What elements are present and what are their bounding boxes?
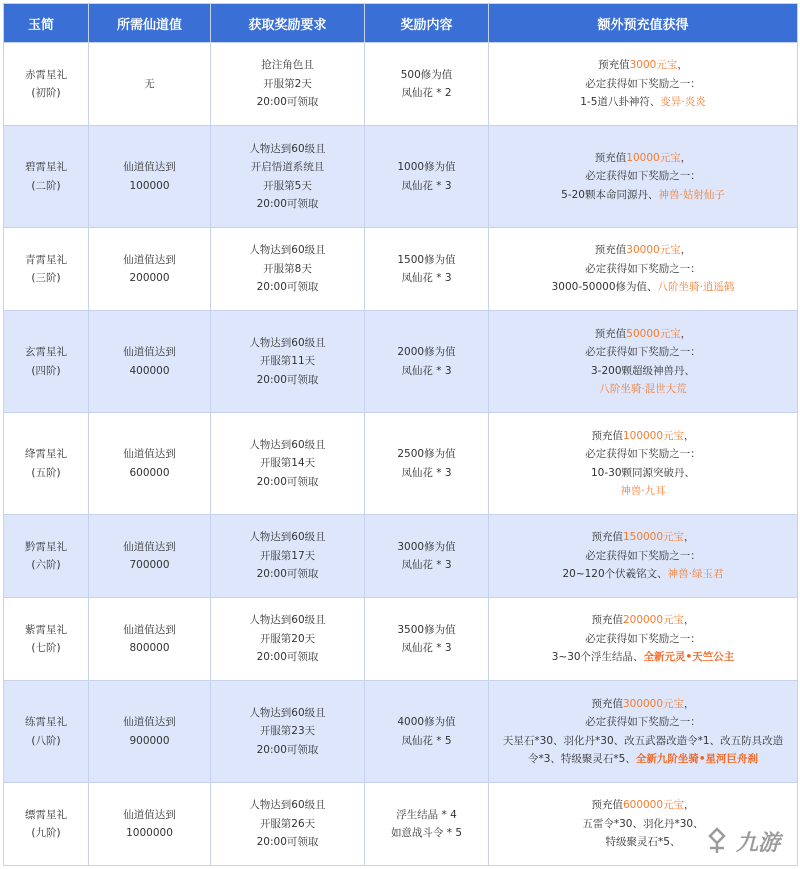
extra-text: ， [684, 614, 695, 627]
table-row [4, 43, 798, 126]
cell-requirement-line: 开服第5天 [263, 179, 312, 192]
cell-extra [489, 413, 798, 515]
cell-required-value-line: 100000 [129, 179, 170, 192]
extra-line [495, 362, 791, 381]
extra-text: 五雷令*30、羽化丹*30、 [582, 817, 704, 830]
cell-reward-line: 2500修为值 [397, 448, 456, 460]
extra-text: 预充值 [591, 697, 623, 710]
cell-requirement-line: 开服第8天 [263, 262, 312, 275]
cell-requirement-line: 开服第11天 [259, 355, 316, 368]
highlight-text: 3000元宝 [629, 59, 678, 72]
extra-text: ， [684, 799, 695, 812]
cell-requirement-line: 开服第2天 [263, 77, 312, 90]
extra-text: 必定获得如下奖励之一： [585, 716, 701, 728]
cell-reward-line: 4000修为值 [397, 716, 456, 728]
highlight-text: 全新九阶坐骑•星河巨舟刹 [635, 753, 759, 765]
extra-line [495, 380, 791, 399]
highlight-text: 200000元宝 [622, 614, 685, 627]
extra-line [495, 167, 791, 186]
cell-tier [4, 598, 89, 681]
cell-tier [4, 43, 89, 126]
extra-line [495, 149, 791, 168]
cell-tier-line: 碧霄星礼 [25, 161, 67, 173]
extra-text: 3~30个浮生结晶、 [551, 651, 644, 664]
cell-tier [4, 681, 89, 783]
extra-text: ， [680, 327, 692, 340]
extra-text: 必定获得如下奖励之一： [585, 346, 701, 358]
cell-requirement-line: 人物达到60级且 [249, 531, 326, 544]
cell-reward [365, 783, 489, 866]
cell-tier [4, 228, 89, 311]
cell-requirement-line: 20:00可领取 [256, 198, 319, 210]
cell-requirement-line: 20:00可领取 [256, 651, 319, 664]
cell-reward-line: 2000修为值 [397, 346, 456, 358]
column-header-reward: 奖励内容 [365, 4, 489, 43]
extra-text: 必定获得如下奖励之一： [585, 77, 701, 90]
extra-line [495, 695, 791, 714]
cell-extra [489, 228, 798, 311]
cell-tier [4, 126, 89, 228]
highlight-text: 600000元宝 [622, 799, 685, 812]
highlight-text: 变异·炎炎 [660, 96, 706, 109]
cell-requirement [211, 515, 365, 598]
cell-required-value-line: 仙道值达到 [123, 808, 176, 821]
cell-required-value [89, 681, 211, 783]
nine-game-logo-icon [702, 826, 732, 856]
extra-line [495, 750, 791, 769]
extra-text: 必定获得如下奖励之一： [585, 549, 701, 562]
cell-reward-line: 3000修为值 [397, 540, 456, 553]
cell-requirement-line: 20:00可领取 [256, 96, 319, 109]
cell-required-value-line: 700000 [129, 559, 170, 571]
cell-required-value-line: 仙道值达到 [123, 623, 176, 636]
cell-required-value-line: 仙道值达到 [123, 161, 176, 173]
cell-tier-line: (六阶) [31, 559, 61, 571]
extra-line [495, 186, 791, 205]
table-row [4, 228, 798, 311]
extra-line [495, 565, 791, 584]
extra-text: ， [680, 244, 692, 257]
table-row [4, 126, 798, 228]
extra-text: 预充值 [591, 531, 623, 544]
extra-line [495, 260, 791, 279]
cell-tier-line: 青霄星礼 [25, 253, 67, 266]
cell-requirement-line: 人物达到60级且 [249, 336, 326, 349]
cell-tier-line: (二阶) [31, 179, 61, 192]
cell-extra [489, 515, 798, 598]
cell-requirement-line: 开启悟道系统且 [250, 161, 325, 173]
cell-reward-line: 浮生结晶 * 4 [396, 808, 457, 821]
extra-text: ， [680, 151, 692, 164]
highlight-text: 300000元宝 [622, 697, 685, 710]
cell-requirement-line: 人物达到60级且 [249, 142, 326, 155]
extra-text: 特级聚灵石*5、 [605, 836, 681, 849]
cell-tier-line: (八阶) [31, 734, 61, 747]
highlight-text: 50000元宝 [626, 327, 681, 340]
cell-extra [489, 598, 798, 681]
cell-required-value [89, 311, 211, 413]
column-header-requirement: 获取奖励要求 [211, 4, 365, 43]
cell-tier-line: (三阶) [31, 272, 61, 284]
cell-required-value-line: 200000 [129, 272, 170, 284]
extra-line [495, 611, 791, 630]
extra-line [495, 278, 791, 297]
cell-required-value [89, 598, 211, 681]
cell-requirement [211, 681, 365, 783]
extra-line [495, 528, 791, 547]
cell-tier-line: (七阶) [31, 642, 61, 654]
column-header-required-value: 所需仙道值 [89, 4, 211, 43]
table-row [4, 681, 798, 783]
cell-requirement [211, 311, 365, 413]
cell-tier-line: 玄霄星礼 [25, 346, 67, 358]
cell-reward-line: 如意战斗令 * 5 [390, 827, 463, 839]
extra-line [495, 343, 791, 362]
cell-tier [4, 413, 89, 515]
extra-text: 预充值 [594, 244, 627, 257]
cell-required-value [89, 43, 211, 126]
cell-tier [4, 311, 89, 413]
cell-required-value-line: 仙道值达到 [123, 716, 176, 728]
cell-tier-line: 绛霄星礼 [25, 448, 67, 460]
highlight-text: 神兽·姑射仙子 [658, 188, 725, 201]
cell-reward [365, 681, 489, 783]
extra-text: 20~120个伏羲铭文、 [562, 568, 668, 581]
extra-line [495, 648, 791, 667]
extra-line [495, 325, 791, 344]
watermark-text: 九游 [736, 829, 781, 856]
cell-reward [365, 515, 489, 598]
highlight-text: 100000元宝 [622, 429, 685, 442]
cell-requirement-line: 人物达到60级且 [249, 799, 326, 812]
extra-line [495, 547, 791, 566]
cell-tier-line: (四阶) [31, 364, 61, 377]
cell-reward-line: 凤仙花 * 5 [401, 734, 452, 747]
cell-requirement-line: 20:00可领取 [256, 836, 319, 849]
column-header-jade: 玉简 [4, 4, 89, 43]
cell-reward-line: 凤仙花 * 3 [401, 364, 452, 377]
extra-text: 预充值 [594, 151, 627, 164]
cell-extra [489, 43, 798, 126]
cell-requirement-line: 20:00可领取 [256, 743, 319, 756]
table-row [4, 413, 798, 515]
cell-tier-line: (九阶) [31, 827, 61, 839]
cell-requirement [211, 413, 365, 515]
cell-tier-line: 黔霄星礼 [25, 540, 67, 553]
cell-required-value-line: 1000000 [126, 827, 173, 839]
cell-requirement-line: 开服第23天 [259, 725, 316, 738]
table-header-row [4, 4, 798, 43]
highlight-text: 神兽·绿玉君 [667, 568, 724, 581]
highlight-text: 10000元宝 [626, 151, 681, 164]
cell-required-value [89, 126, 211, 228]
cell-requirement [211, 43, 365, 126]
extra-line [495, 732, 791, 751]
cell-required-value-line: 900000 [129, 734, 170, 747]
cell-reward-line: 1500修为值 [397, 253, 456, 266]
cell-requirement-line: 开服第14天 [259, 457, 316, 470]
cell-tier [4, 515, 89, 598]
table-row [4, 515, 798, 598]
cell-requirement-line: 人物达到60级且 [249, 706, 326, 719]
cell-reward [365, 413, 489, 515]
cell-required-value-line: 600000 [129, 466, 170, 479]
highlight-text: 八阶坐骑·逍遥鹤 [657, 281, 735, 294]
cell-requirement [211, 598, 365, 681]
cell-requirement-line: 开服第20天 [259, 632, 316, 645]
cell-requirement-line: 20:00可领取 [256, 568, 319, 581]
cell-required-value-line: 仙道值达到 [123, 540, 176, 553]
extra-line [495, 427, 791, 446]
cell-required-value-line: 无 [144, 77, 155, 90]
table-row [4, 598, 798, 681]
cell-required-value-line: 仙道值达到 [123, 346, 176, 358]
extra-text: 必定获得如下奖励之一： [585, 448, 701, 460]
watermark-logo [702, 821, 792, 861]
extra-text: 必定获得如下奖励之一： [585, 262, 701, 275]
cell-reward [365, 126, 489, 228]
extra-text: 预充值 [594, 327, 627, 340]
cell-reward-line: 凤仙花 * 3 [401, 272, 452, 284]
cell-tier-line: 赤霄星礼 [25, 68, 67, 81]
extra-text: 必定获得如下奖励之一： [585, 632, 701, 645]
cell-reward-line: 凤仙花 * 3 [401, 179, 452, 192]
cell-tier-line: (初阶) [31, 87, 61, 99]
extra-line [495, 241, 791, 260]
cell-required-value-line: 800000 [129, 642, 170, 654]
cell-requirement-line: 人物达到60级且 [249, 244, 326, 257]
cell-requirement-line: 20:00可领取 [256, 373, 319, 386]
cell-required-value-line: 400000 [129, 364, 170, 377]
extra-text: 预充值 [591, 429, 623, 442]
highlight-text: 全新元灵•天竺公主 [643, 651, 735, 664]
cell-requirement-line: 抢注角色且 [261, 59, 314, 72]
cell-reward [365, 228, 489, 311]
cell-required-value [89, 228, 211, 311]
highlight-text: 150000元宝 [622, 531, 685, 544]
cell-extra [489, 126, 798, 228]
extra-text: ， [677, 59, 688, 72]
highlight-text: 八阶坐骑·混世大荒 [599, 383, 687, 395]
cell-required-value [89, 413, 211, 515]
cell-reward [365, 43, 489, 126]
extra-text: 天星石*30、羽化丹*30、改五武器改造令*1、改五防具改造 [502, 734, 784, 747]
extra-text: ， [684, 429, 695, 442]
extra-text: 预充值 [598, 59, 630, 72]
cell-reward-line: 凤仙花 * 3 [401, 466, 452, 479]
extra-text: 10-30颗同源突破丹、 [590, 466, 695, 479]
extra-text: 令*3、特级聚灵石*5、 [527, 753, 636, 765]
extra-text: ， [684, 531, 695, 544]
extra-line [495, 93, 791, 112]
reward-table [3, 3, 798, 866]
cell-tier-line: 缥霄星礼 [25, 808, 67, 821]
extra-line [495, 464, 791, 483]
highlight-text: 30000元宝 [626, 244, 681, 257]
extra-text: 3000-50000修为值、 [551, 281, 658, 294]
cell-requirement-line: 20:00可领取 [256, 281, 319, 294]
extra-text: 5-20颗本命同源丹、 [561, 188, 659, 201]
extra-line [495, 56, 791, 75]
cell-extra [489, 681, 798, 783]
cell-requirement [211, 228, 365, 311]
cell-requirement-line: 开服第26天 [259, 817, 316, 830]
cell-reward-line: 1000修为值 [397, 161, 456, 173]
cell-tier-line: 紫霄星礼 [25, 623, 67, 636]
cell-requirement [211, 126, 365, 228]
cell-reward-line: 3500修为值 [397, 623, 456, 636]
cell-required-value [89, 783, 211, 866]
cell-requirement-line: 20:00可领取 [256, 475, 319, 488]
extra-line [495, 445, 791, 464]
extra-line [495, 713, 791, 732]
cell-reward-line: 500修为值 [400, 68, 453, 81]
cell-tier-line: (五阶) [31, 466, 61, 479]
extra-text: ， [684, 697, 695, 710]
cell-requirement [211, 783, 365, 866]
cell-requirement-line: 人物达到60级且 [249, 438, 326, 451]
table-row [4, 311, 798, 413]
cell-reward [365, 598, 489, 681]
cell-reward-line: 凤仙花 * 2 [401, 87, 452, 99]
cell-tier [4, 783, 89, 866]
extra-line [495, 75, 791, 94]
extra-text: 3-200颗超级神兽丹、 [590, 364, 695, 377]
column-header-extra: 额外预充值获得 [489, 4, 798, 43]
cell-required-value-line: 仙道值达到 [123, 448, 176, 460]
cell-requirement-line: 人物达到60级且 [249, 614, 326, 627]
extra-line [495, 630, 791, 649]
extra-text: 预充值 [591, 799, 623, 812]
extra-line [495, 796, 791, 815]
table-row [4, 783, 798, 866]
cell-requirement-line: 开服第17天 [259, 549, 316, 562]
extra-text: 1-5道八卦神符、 [580, 96, 661, 109]
extra-text: 预充值 [591, 614, 623, 627]
highlight-text: 神兽·九耳 [620, 485, 666, 497]
extra-line [495, 482, 791, 501]
cell-reward-line: 凤仙花 * 3 [401, 559, 452, 571]
cell-reward [365, 311, 489, 413]
cell-tier-line: 练霄星礼 [25, 716, 67, 728]
cell-extra [489, 311, 798, 413]
cell-required-value [89, 515, 211, 598]
cell-reward-line: 凤仙花 * 3 [401, 642, 452, 654]
extra-text: 必定获得如下奖励之一： [585, 170, 701, 183]
cell-required-value-line: 仙道值达到 [123, 253, 176, 266]
